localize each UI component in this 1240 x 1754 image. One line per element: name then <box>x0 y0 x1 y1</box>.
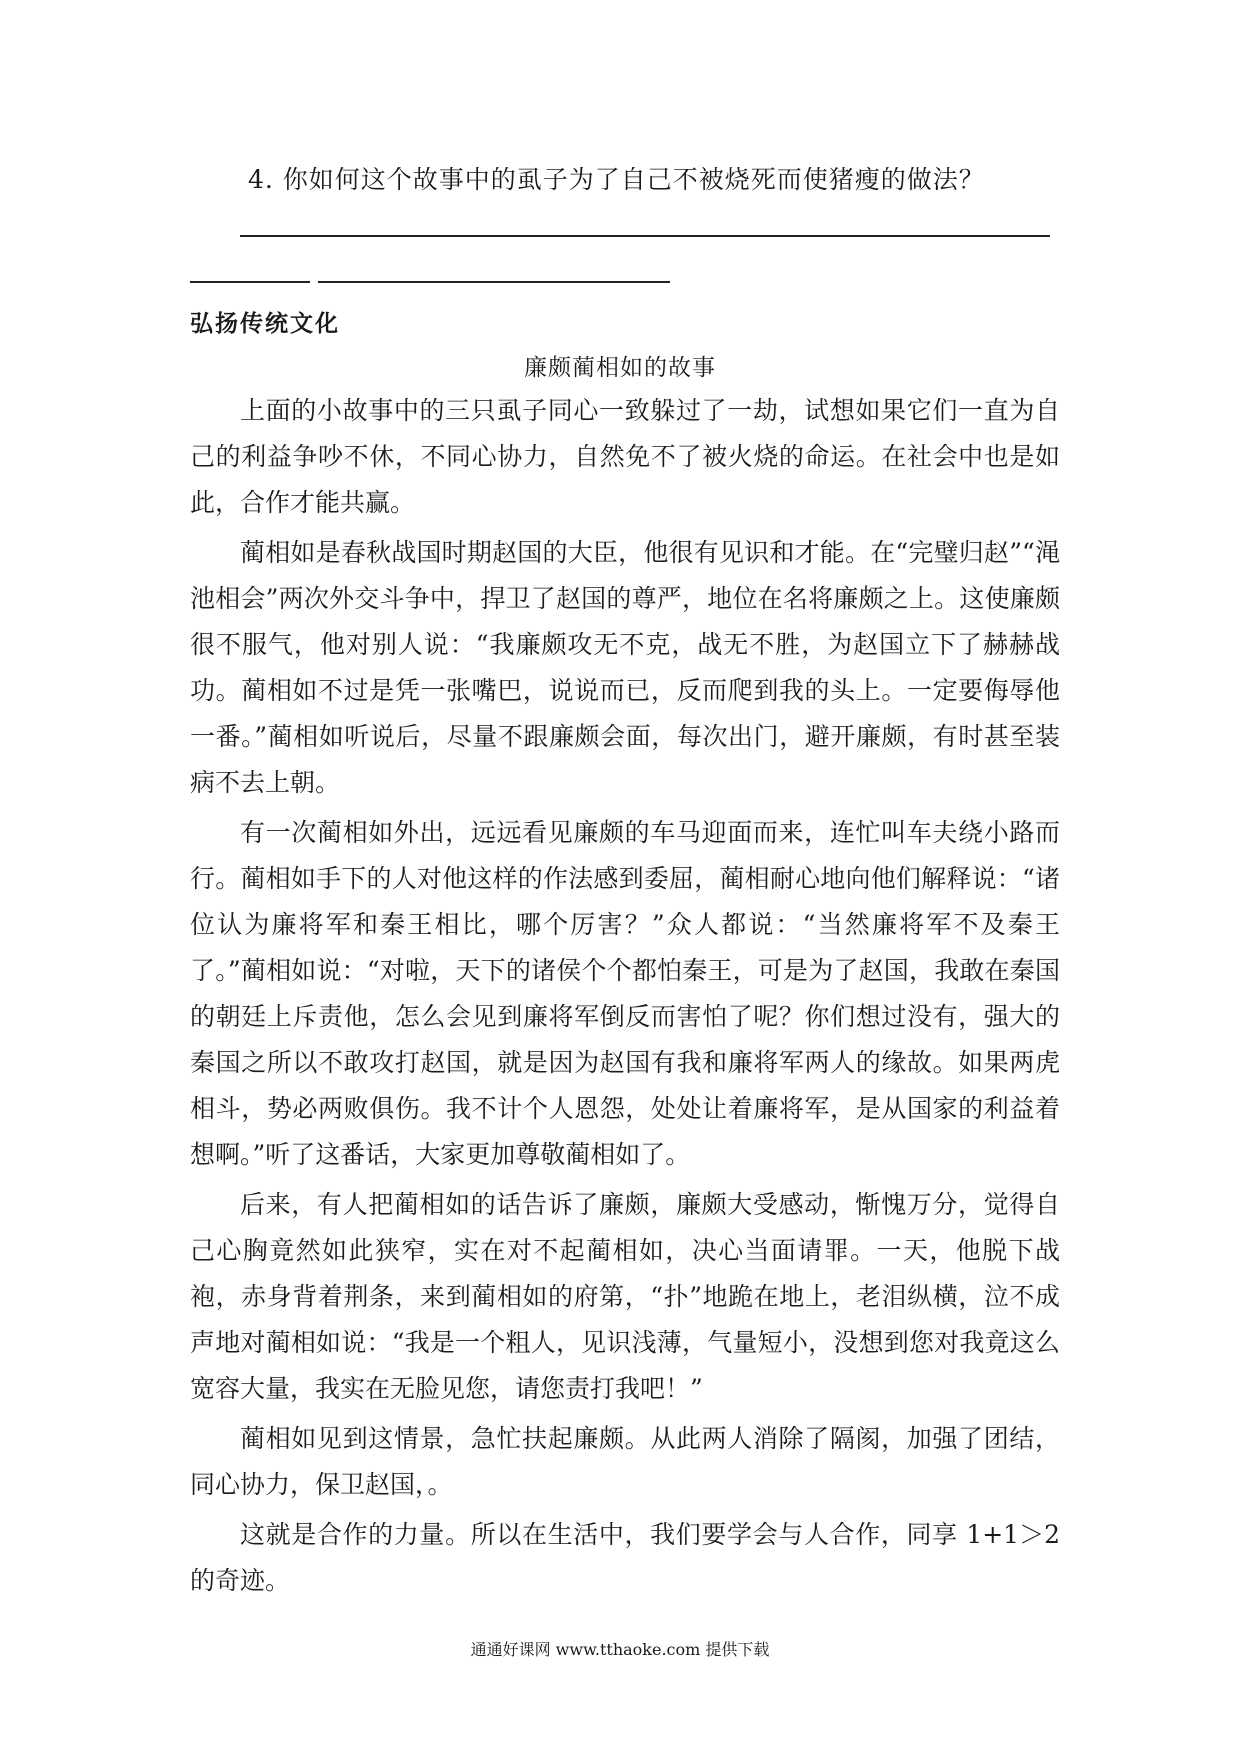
answer-line-2a <box>190 281 310 283</box>
story-title: 廉颇蔺相如的故事 <box>524 355 716 381</box>
question-4: 4. 你如何这个故事中的虱子为了自己不被烧死而使猪瘦的做法？ <box>248 165 985 194</box>
answer-line-1 <box>240 235 1050 237</box>
footer-credit: 通通好课网 www.tthaoke.com 提供下载 <box>470 1640 770 1659</box>
story-paragraph: 这就是合作的力量。所以在生活中，我们要学会与人合作，同享 1+1＞2 的奇迹。 <box>190 1520 1060 1595</box>
story-paragraph: 上面的小故事中的三只虱子同心一致躲过了一劫，试想如果它们一直为自己的利益争吵不休，不同心协力，自然免不了被火烧的命运。在社会中也是如此，合作才能共赢。 <box>190 396 1060 517</box>
section-heading: 弘扬传统文化 <box>190 311 340 337</box>
story-paragraph: 蔺相如见到这情景，急忙扶起廉颇。从此两人消除了隔阂，加强了团结，同心协力，保卫赵国，。 <box>190 1424 1060 1499</box>
story-paragraph: 有一次蔺相如外出，远远看见廉颇的车马迎面而来，连忙叫车夫绕小路而行。蔺相如手下的人对他这样的作法感到委屈，蔺相耐心地向他们解释说：“诸位认为廉将军和秦王相比，哪个厉害？”众人都说：“当然廉将军不及秦王了。”蔺相如说：“对啦，天下的诸侯个个都怕秦王，可是为了赵国，我敢在秦国的朝廷上斥责他，怎么会见到廉将军倒反而害怕了呢？你们想过没有，强大的秦国之所以不敢攻打赵国，就是因为赵国有我和廉将军两人的缘故。如果两虎相斗，势必两败俱伤。我不计个人恩怨，处处让着廉将军，是从国家的利益着想啊。”听了这番话，大家更加尊敬蔺相如了。 <box>190 818 1060 1169</box>
story-body <box>190 388 1060 1608</box>
answer-line-2b <box>318 281 670 283</box>
story-paragraph: 后来，有人把蔺相如的话告诉了廉颇，廉颇大受感动，惭愧万分，觉得自己心胸竟然如此狭窄，实在对不起蔺相如，决心当面请罪。一天，他脱下战袍，赤身背着荆条，来到蔺相如的府第，“扑”地跪在地上，老泪纵横，泣不成声地对蔺相如说：“我是一个粗人，见识浅薄，气量短小，没想到您对我竟这么宽容大量，我实在无脸见您，请您责打我吧！” <box>190 1190 1060 1403</box>
story-paragraph: 蔺相如是春秋战国时期赵国的大臣，他很有见识和才能。在“完璧归赵”“渑池相会”两次外交斗争中，捍卫了赵国的尊严，地位在名将廉颇之上。这使廉颇很不服气，他对别人说：“我廉颇攻无不克，战无不胜，为赵国立下了赫赫战功。蔺相如不过是凭一张嘴巴，说说而已，反而爬到我的头上。一定要侮辱他一番。”蔺相如听说后，尽量不跟廉颇会面，每次出门，避开廉颇，有时甚至装病不去上朝。 <box>190 538 1060 797</box>
